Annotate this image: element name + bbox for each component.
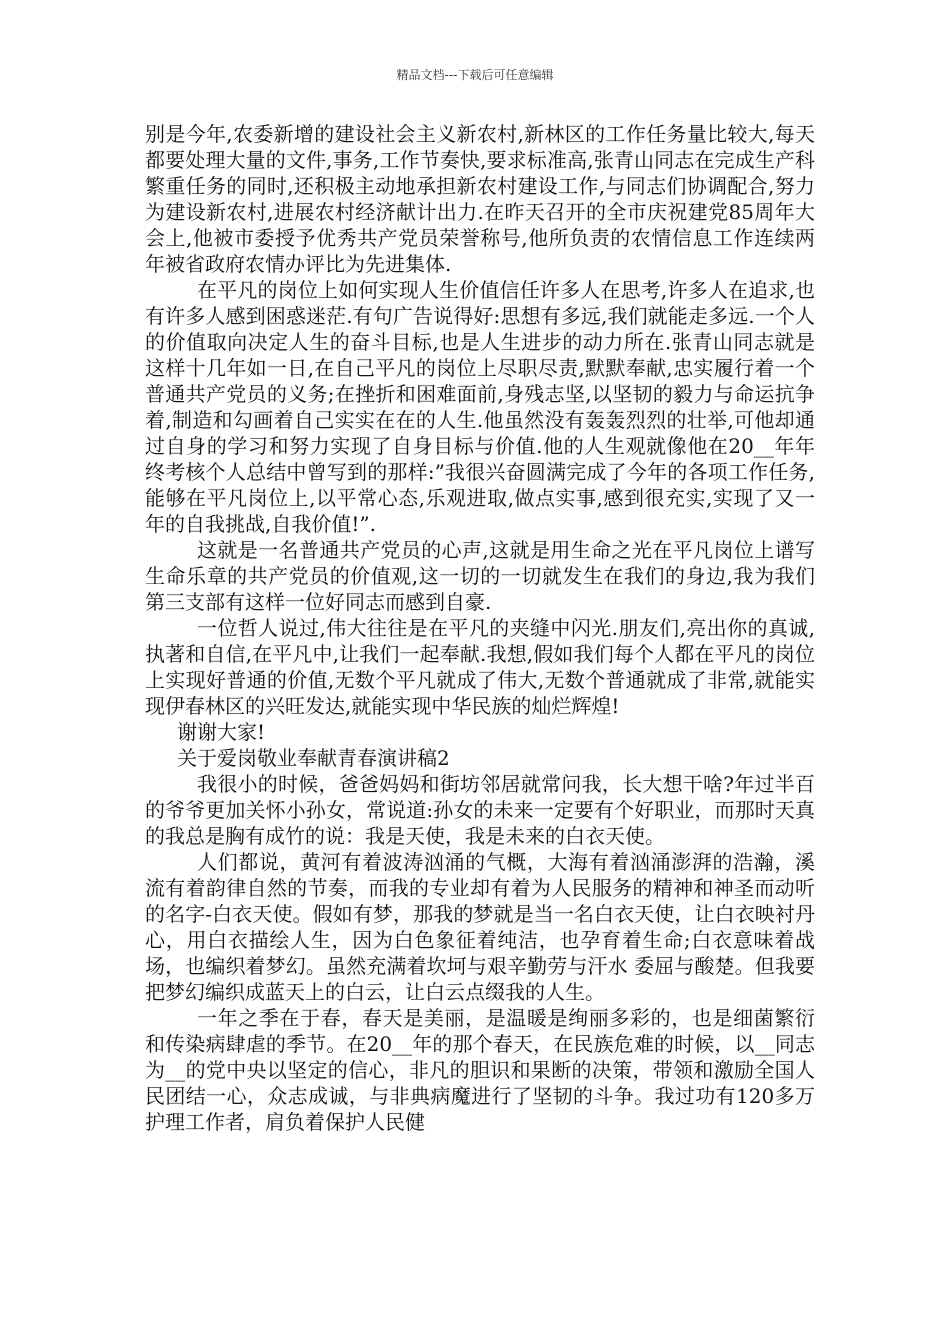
paragraph-5: 我很小的时候，爸爸妈妈和街坊邻居就常问我，长大想干啥?年过半百的爷爷更加关怀小孙女，常说道:孙女的未来一定要有个好职业，而那时天真的我总是胸有成竹的说：我是天使，我是未来的白衣天使。: [145, 772, 815, 848]
paragraph-2: 在平凡的岗位上如何实现人生价值信任许多人在思考,许多人在追求,也有许多人感到困惑迷茫.有句广告说得好:思想有多远,我们就能走多远.一个人的价值取向决定人生的奋斗目标,也是人生进步的动力所在.张青山同志就是这样十几年如一日,在自己平凡的岗位上尽职尽责,默默奉献,忠实履行着一个普通共产党员的义务;在挫折和困难面前,身残志坚,以坚韧的毅力与命运抗争着,制造和勾画着自己实实在在的人生.他虽然没有轰轰烈烈的壮举,可他却通过自身的学习和努力实现了自身目标与价值.他的人生观就像他在20__年年终考核个人总结中曾写到的那样:”我很兴奋圆满完成了今年的各项工作任务,能够在平凡岗位上,以平常心态,乐观进取,做点实事,感到很充实,实现了又一年的自我挑战,自我价值!”.: [145, 278, 815, 536]
section-title: 关于爱岗敬业奉献青春演讲稿2: [177, 746, 450, 770]
page-header: 精品文档---下载后可任意编辑: [396, 68, 554, 82]
document-body: [145, 121, 815, 1135]
paragraph-7: 一年之季在于春，春天是美丽，是温暖是绚丽多彩的，也是细菌繁衍和传染病肆虐的季节。在20__年的那个春天，在民族危难的时候，以__同志为__的党中央以坚定的信心，非凡的胆识和果断的决策，带领和激励全国人民团结一心，众志成诚，与非典病魔进行了坚韧的斗争。我过功有120多万护理工作者，肩负着保护人民健: [145, 1006, 815, 1134]
paragraph-6: 人们都说，黄河有着波涛汹涌的气概，大海有着汹涌澎湃的浩瀚，溪流有着韵律自然的节奏，而我的专业却有着为人民服务的精神和神圣而动听的名字-白衣天使。假如有梦，那我的梦就是当一名白衣天使，让白衣映衬丹心，用白衣描绘人生，因为白色象征着纯洁，也孕育着生命;白衣意味着战场，也编织着梦幻。虽然充满着坎坷与艰辛勤劳与汗水 委屈与酸楚。但我要把梦幻编织成蓝天上的白云，让白云点缀我的人生。: [145, 850, 815, 1004]
paragraph-4: 一位哲人说过,伟大往往是在平凡的夹缝中闪光.朋友们,亮出你的真诚,执著和自信,在平凡中,让我们一起奉献.我想,假如我们每个人都在平凡的岗位上实现好普通的价值,无数个平凡就成了伟大,无数个普通就成了非常,就能实现伊春林区的兴旺发达,就能实现中华民族的灿烂辉煌!: [145, 616, 815, 718]
paragraph-1: 别是今年,农委新增的建设社会主义新农村,新林区的工作任务量比较大,每天都要处理大量的文件,事务,工作节奏快,要求标准高,张青山同志在完成生产科繁重任务的同时,还积极主动地承担新农村建设工作,与同志们协调配合,努力为建设新农村,进展农村经济献计出力.在昨天召开的全市庆祝建党85周年大会上,他被市委授予优秀共产党员荣誉称号,他所负责的农情信息工作连续两年被省政府农情办评比为先进集体.: [145, 122, 815, 276]
paragraph-3: 这就是一名普通共产党员的心声,这就是用生命之光在平凡岗位上谱写生命乐章的共产党员的价值观,这一切的一切就发生在我们的身边,我为我们第三支部有这样一位好同志而感到自豪.: [145, 538, 815, 614]
paragraph-thanks: 谢谢大家!: [177, 720, 266, 744]
